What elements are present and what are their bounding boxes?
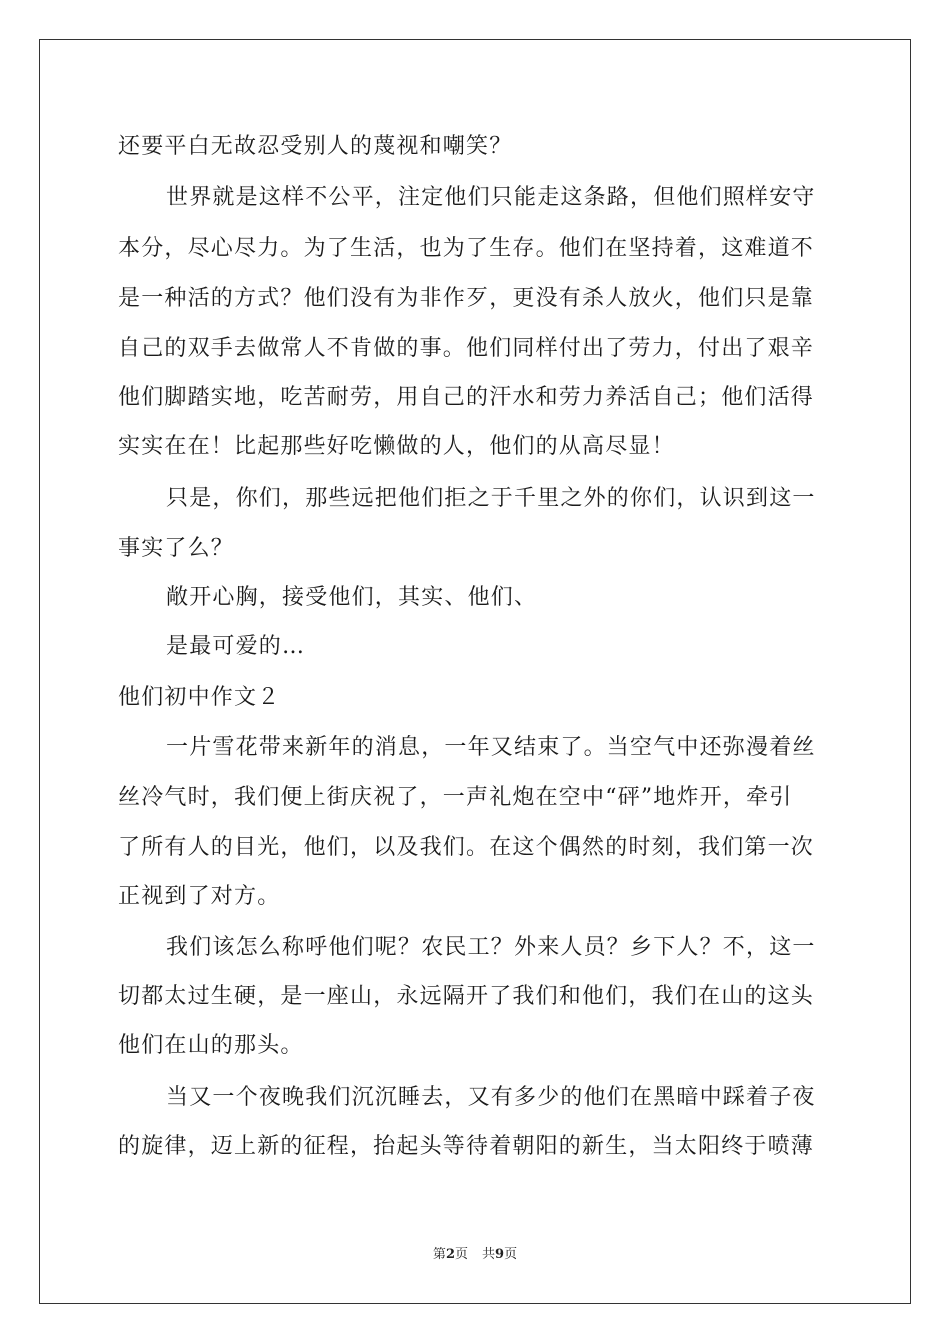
page-number: 2 bbox=[445, 1247, 455, 1262]
paragraph-first-line: 当又一个夜晚我们沉沉睡去，又有多少的他们在黑暗中踩着子夜 bbox=[166, 1085, 816, 1110]
text-line: 正视到了对方。 bbox=[118, 884, 281, 909]
text-line: 实实在在！比起那些好吃懒做的人，他们的从高尽显！ bbox=[118, 434, 675, 459]
paragraph-first-line: 我们该怎么称呼他们呢？农民工？外来人员？乡下人？不，这一 bbox=[166, 935, 816, 960]
total-pages: 9 bbox=[495, 1247, 505, 1262]
paragraph-first-line: 只是，你们，那些远把他们拒之于千里之外的你们，认识到这一 bbox=[166, 486, 816, 511]
text-line: 是一种活的方式？他们没有为非作歹，更没有杀人放火，他们只是靠 bbox=[118, 286, 815, 311]
text-line: 切都太过生硬，是一座山，永远隔开了我们和他们，我们在山的这头 bbox=[118, 984, 815, 1009]
total-prefix: 共 bbox=[482, 1247, 496, 1262]
text-line: 本分，尽心尽力。为了生活，也为了生存。他们在坚持着，这难道不 bbox=[118, 236, 815, 261]
text-line: 自己的双手去做常人不肯做的事。他们同样付出了劳力，付出了艰辛 bbox=[118, 336, 815, 361]
text-line: 了所有人的目光，他们，以及我们。在这个偶然的时刻，我们第一次 bbox=[118, 835, 815, 860]
text-line: 他们在山的那头。 bbox=[118, 1033, 304, 1058]
paragraph-first-line: 敞开心胸，接受他们，其实、他们、 bbox=[166, 585, 538, 610]
paragraph-first-line: 世界就是这样不公平，注定他们只能走这条路，但他们照样安守 bbox=[166, 185, 816, 210]
paragraph-first-line: 一片雪花带来新年的消息，一年又结束了。当空气中还弥漫着丝 bbox=[166, 735, 816, 760]
section-heading: 他们初中作文２ bbox=[118, 685, 281, 710]
total-suffix: 页 bbox=[504, 1247, 518, 1262]
page-border bbox=[39, 39, 911, 1304]
page-suffix: 页 bbox=[454, 1247, 468, 1262]
page-footer bbox=[0, 1246, 950, 1264]
total-label bbox=[482, 1247, 517, 1262]
text-line: 他们脚踏实地，吃苦耐劳，用自己的汗水和劳力养活自己；他们活得 bbox=[118, 385, 815, 410]
text-line: 的旋律，迈上新的征程，抬起头等待着朝阳的新生，当太阳终于喷薄 bbox=[118, 1134, 815, 1159]
text-line: 还要平白无故忍受别人的蔑视和嘲笑？ bbox=[118, 134, 513, 159]
page-prefix: 第 bbox=[432, 1247, 446, 1262]
paragraph-first-line: 是最可爱的… bbox=[166, 634, 306, 659]
page-label bbox=[433, 1247, 468, 1262]
text-line: 丝冷气时，我们便上街庆祝了，一声礼炮在空中“砰”地炸开，牵引 bbox=[118, 785, 793, 810]
text-line: 事实了么？ bbox=[118, 536, 235, 561]
